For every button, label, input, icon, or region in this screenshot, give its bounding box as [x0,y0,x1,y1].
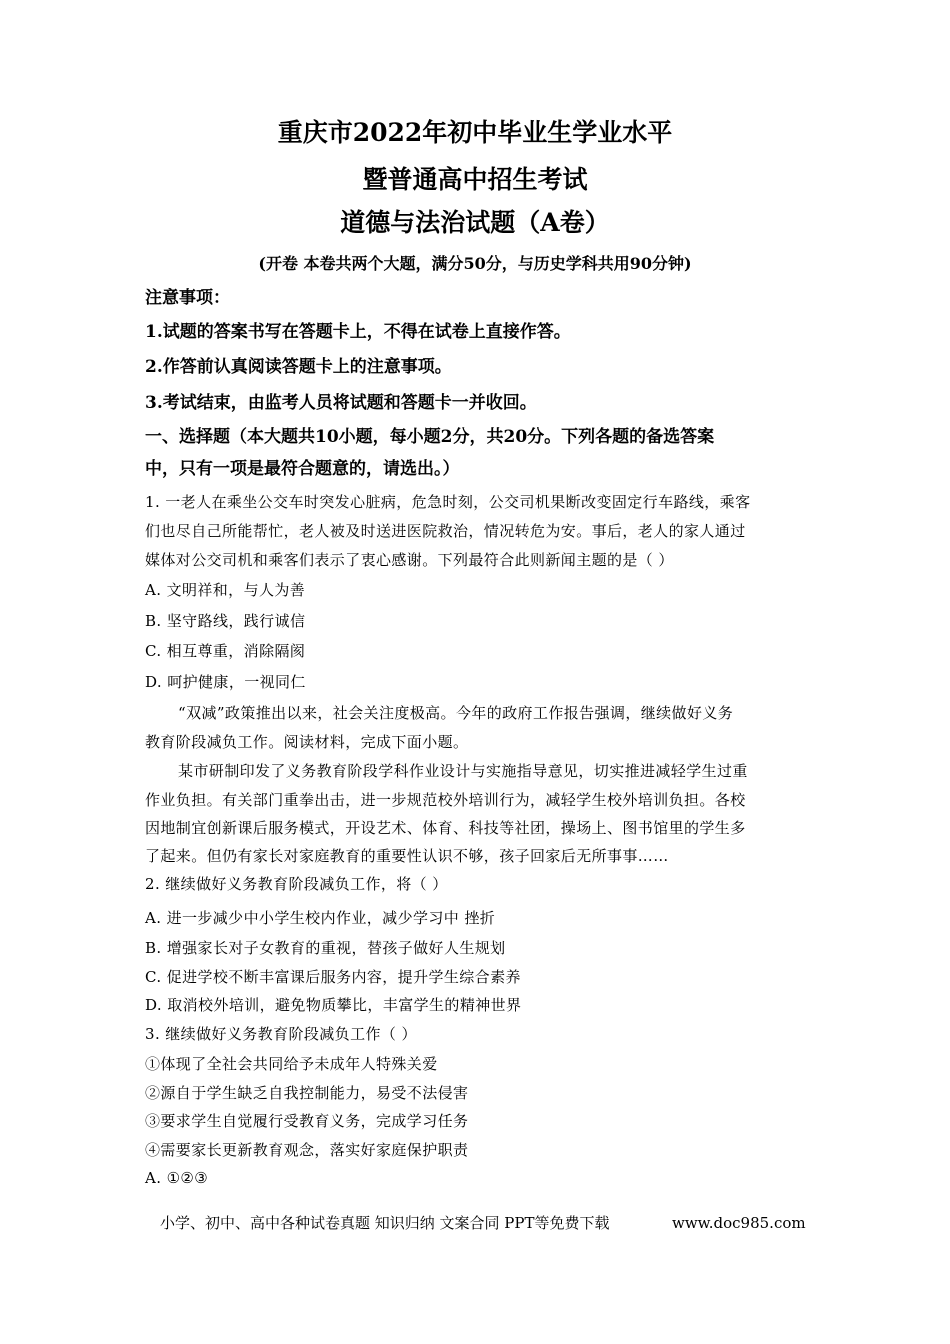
material-text-line: 某市研制印发了义务教育阶段学科作业设计与实施指导意见，切实推进减轻学生过重 [178,762,748,780]
q1-option-d: D. 呵护健康，一视同仁 [145,673,306,691]
notice-item: 3.考试结束，由监考人员将试题和答题卡一并收回。 [145,393,537,413]
q1-option-b: B. 坚守路线，践行诚信 [145,612,306,630]
q2-option-b: B. 增强家长对子女教育的重视，替孩子做好人生规划 [145,939,506,957]
footer-text: 小学、初中、高中各种试卷真题 知识归纳 文案合同 PPT等免费下载 [160,1214,610,1232]
q3-statement-3: ③要求学生自觉履行受教育义务，完成学习任务 [145,1112,469,1130]
q3-stem: 3. 继续做好义务教育阶段减负工作（ ） [145,1025,417,1043]
footer-url[interactable]: www.doc985.com [672,1214,806,1232]
q2-option-c: C. 促进学校不断丰富课后服务内容，提升学生综合素养 [145,968,521,986]
section-heading-line-1: 一、选择题（本大题共10小题，每小题2分，共20分。下列各题的备选答案 [145,427,715,447]
material-text-line: 作业负担。有关部门重拳出击，进一步规范校外培训行为，减轻学生校外培训负担。各校 [145,791,746,809]
q3-statement-2: ②源自于学生缺乏自我控制能力，易受不法侵害 [145,1084,469,1102]
material-text-line: 因地制宜创新课后服务模式，开设艺术、体育、科技等社团，操场上、图书馆里的学生多 [145,819,746,837]
q1-option-c: C. 相互尊重，消除隔阂 [145,642,306,660]
section-heading-line-2: 中，只有一项是最符合题意的，请选出。） [145,459,460,479]
material-intro-line: “双减”政策推出以来，社会关注度极高。今年的政府工作报告强调，继续做好义务 [178,704,734,722]
q1-stem-line: 媒体对公交司机和乘客们表示了衷心感谢。下列最符合此则新闻主题的是（ ） [145,551,674,569]
q1-option-a: A. 文明祥和，与人为善 [145,581,306,599]
exam-title-line-3: 道德与法治试题（A卷） [340,208,610,237]
material-intro-line: 教育阶段减负工作。阅读材料，完成下面小题。 [145,733,469,751]
q2-option-a: A. 进一步减少中小学生校内作业，减少学习中 挫折 [145,909,496,927]
q3-statement-1: ①体现了全社会共同给予未成年人特殊关爱 [145,1055,438,1073]
exam-title-line-1: 重庆市2022年初中毕业生学业水平 [277,118,673,147]
q1-stem-line: 们也尽自己所能帮忙，老人被及时送进医院救治，情况转危为安。事后，老人的家人通过 [145,522,746,540]
exam-subtitle: (开卷 本卷共两个大题，满分50分，与历史学科共用90分钟) [258,254,692,273]
notice-heading: 注意事项： [145,288,230,308]
notice-item: 1.试题的答案书写在答题卡上，不得在试卷上直接作答。 [145,322,571,342]
q3-statement-4: ④需要家长更新教育观念，落实好家庭保护职责 [145,1141,469,1159]
q1-stem-line: 1. 一老人在乘坐公交车时突发心脏病，危急时刻，公交司机果断改变固定行车路线，乘客 [145,493,751,511]
q3-option-a: A. ①②③ [145,1169,209,1187]
q2-option-d: D. 取消校外培训，避免物质攀比，丰富学生的精神世界 [145,996,522,1014]
notice-item: 2.作答前认真阅读答题卡上的注意事项。 [145,357,452,377]
material-text-line: 了起来。但仍有家长对家庭教育的重要性认识不够，孩子回家后无所事事…… [145,847,669,865]
q2-stem: 2. 继续做好义务教育阶段减负工作，将（ ） [145,875,448,893]
exam-title-line-2: 暨普通高中招生考试 [362,165,588,194]
